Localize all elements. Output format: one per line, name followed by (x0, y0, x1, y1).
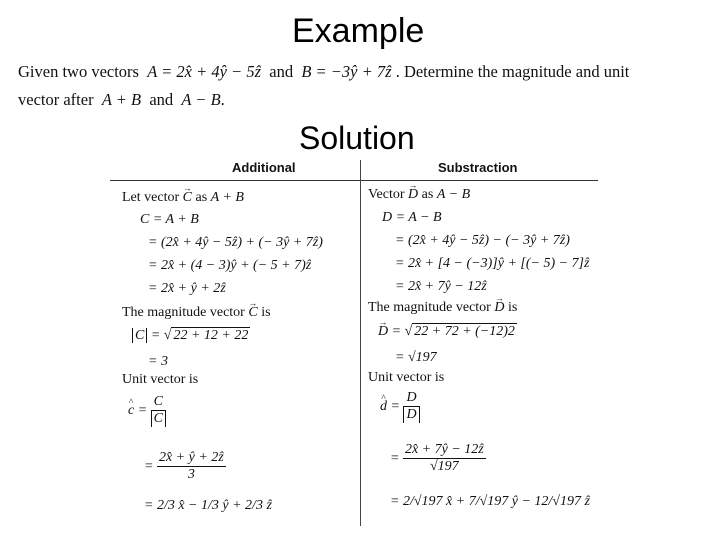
left-radicand: 22 + 12 + 22 (173, 328, 249, 343)
right-radicand: 22 + 72 + (−12)2 (414, 324, 515, 339)
header-divider (110, 180, 598, 181)
difference-expression: A − B (181, 90, 221, 109)
right-unit-def: ^ d = $\frac{D}{D}$ (380, 390, 420, 423)
right-unit-step-1: = $\frac{\text{2x̂ + 7ŷ − 12ẑ}}{√197}$ (390, 442, 484, 475)
left-magnitude-label (122, 305, 271, 321)
vector-c-symbol: → C (183, 190, 192, 205)
is-text: is (261, 305, 271, 320)
let-text: Let vector (122, 190, 180, 205)
problem-intro: Given two vectors (18, 62, 139, 81)
header-additional: Additional (232, 160, 296, 175)
right-magnitude-value: = √197 (395, 350, 437, 365)
vector-text: Vector (368, 187, 405, 202)
right-step-3: = 2x̂ + 7ŷ − 12ẑ (395, 279, 487, 294)
column-divider (360, 160, 361, 526)
right-unit-step-2: = 2/√197 x̂ + 7/√197 ŷ − 12/√197 ẑ (390, 494, 590, 509)
a-plus-b: A + B (210, 190, 244, 205)
right-magnitude-eq: → D = √ 22 + 72 + (−12)2 (378, 324, 517, 340)
right-step-1: = (2x̂ + 4ŷ − 5ẑ) − (− 3ŷ + 7ẑ) (395, 233, 570, 248)
vector-d-symbol: → D (408, 187, 418, 202)
left-u1-den: 3 (187, 467, 195, 483)
solution-title: Solution (299, 120, 415, 156)
problem-after: vector after (18, 90, 94, 109)
left-unit-step-2: = 2/3 x̂ − 1/3 ŷ + 2/3 ẑ (144, 498, 272, 513)
page-title: Example (292, 12, 425, 50)
right-d-eq: D = A − B (382, 210, 442, 225)
and-word-2: and (149, 90, 174, 109)
magnitude-text-right: The magnitude vector (368, 300, 491, 315)
right-magnitude-label (368, 300, 517, 316)
left-magnitude-value: = 3 (148, 354, 168, 369)
left-c-eq: C = A + B (140, 212, 199, 227)
left-magnitude-eq: C = √ 22 + 12 + 22 (132, 328, 250, 344)
left-let-line (122, 190, 244, 206)
left-unit-def: ^ c = $\frac{C}{C}$ (128, 394, 166, 427)
left-unit-step-1: = $\frac{\text{2x̂ + ŷ + 2ẑ}}{3}$ (144, 450, 224, 483)
period: . (220, 90, 225, 109)
sum-expression: A + B (101, 90, 142, 109)
is-text-right: is (507, 300, 518, 315)
right-u1-den: √197 (430, 459, 459, 475)
right-vector-line (368, 187, 470, 203)
vector-d-symbol-2: → D (494, 300, 504, 315)
right-u2: 2/√197 x̂ + 7/√197 ŷ − 12/√197 ẑ (402, 494, 590, 509)
left-step-3: = 2x̂ + ŷ + 2ẑ (148, 281, 226, 296)
right-u1-num: 2x̂ + 7ŷ − 12ẑ (403, 442, 486, 459)
problem-line-1 (18, 62, 629, 82)
vector-c-symbol-2: → C (248, 305, 257, 320)
vector-a-definition: A = 2x̂ + 4ŷ − 5ẑ (147, 62, 261, 81)
problem-line-2 (18, 90, 225, 110)
right-step-2: = 2x̂ + [4 − (−3)]ŷ + [(− 5) − 7]ẑ (395, 256, 590, 271)
left-u2: 2/3 x̂ − 1/3 ŷ + 2/3 ẑ (156, 498, 272, 513)
right-unit-label: Unit vector is (368, 370, 445, 385)
a-minus-b: A − B (436, 187, 471, 202)
problem-task: . Determine the magnitude and unit (395, 62, 630, 81)
as-text: as (195, 190, 208, 205)
left-step-2: = 2x̂ + (4 − 3)ŷ + (− 5 + 7)ẑ (148, 258, 312, 273)
vector-b-definition: B = −3ŷ + 7ẑ (301, 62, 392, 81)
header-subtraction: Substraction (438, 160, 518, 175)
as-text-right: as (421, 187, 434, 202)
and-word: and (269, 62, 294, 81)
left-u1-num: 2x̂ + ŷ + 2ẑ (157, 450, 226, 467)
magnitude-text: The magnitude vector (122, 305, 245, 320)
left-step-1: = (2x̂ + 4ŷ − 5ẑ) + (− 3ŷ + 7ẑ) (148, 235, 323, 250)
solution-table (110, 160, 600, 528)
left-unit-label: Unit vector is (122, 372, 199, 387)
